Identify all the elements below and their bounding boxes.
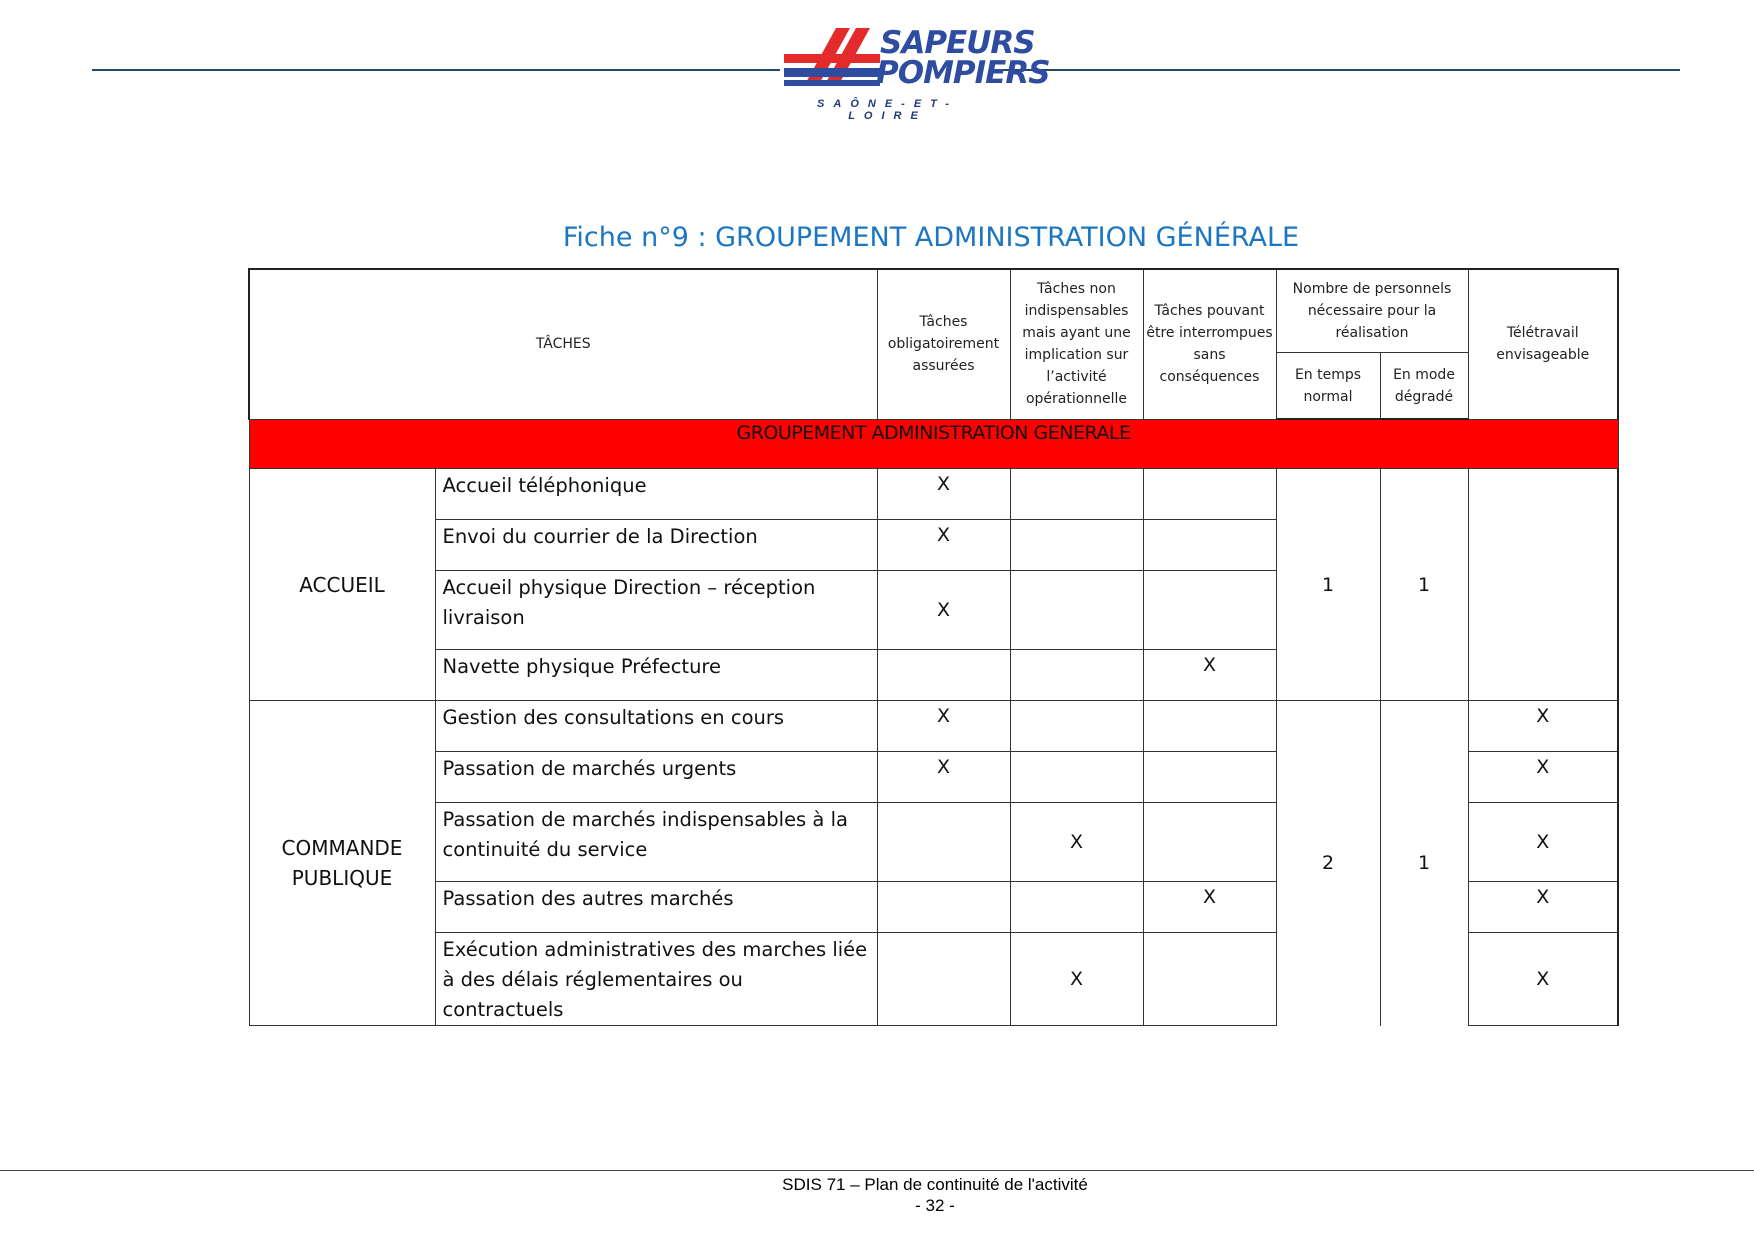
table-row [249,701,1618,752]
count-mode-degrade: 1 [1380,701,1468,1026]
group-label-text: COMMANDE PUBLIQUE [281,836,403,890]
mark-non-indispensable: X [1010,803,1143,882]
mark-obligatoire: X [877,520,1010,571]
table-row [249,469,1618,520]
footer-document-name: SDIS 71 – Plan de continuité de l'activité [782,1175,1088,1194]
mark-interrompue [1143,520,1276,571]
task-cell: Gestion des consultations en cours [435,701,877,752]
mark-obligatoire: X [877,571,1010,650]
mark-interrompue [1143,701,1276,752]
task-cell: Passation de marchés urgents [435,752,877,803]
mark-interrompue [1143,752,1276,803]
task-cell: Accueil physique Direction – réception livraison [435,571,877,650]
group-label [249,701,435,1026]
mark-non-indispensable [1010,571,1143,650]
mark-non-indispensable [1010,752,1143,803]
mark-teletravail: X [1468,933,1618,1026]
count-temps-normal: 2 [1276,701,1380,1026]
footer-page-number: - 32 - [915,1196,955,1215]
logo-stripes-icon [784,28,884,96]
count-temps-normal: 1 [1276,469,1380,701]
mark-non-indispensable [1010,650,1143,701]
header-temps-normal: En temps normal [1276,353,1380,420]
mark-teletravail: X [1468,882,1618,933]
logo-word-pompiers: POMPIERS [876,55,1050,91]
mark-obligatoire [877,803,1010,882]
task-cell: Passation des autres marchés [435,882,877,933]
page-title: Fiche n°9 : GROUPEMENT ADMINISTRATION GÉNÉRALE [562,222,1300,253]
task-cell: Navette physique Préfecture [435,650,877,701]
footer-rule [0,1170,1754,1171]
group-label: ACCUEIL [249,469,435,701]
mark-obligatoire: X [877,469,1010,520]
count-mode-degrade: 1 [1380,469,1468,701]
mark-obligatoire: X [877,701,1010,752]
mark-interrompue: X [1143,650,1276,701]
tasks-table [248,268,1619,1026]
mark-obligatoire: X [877,752,1010,803]
header-obligatoires: Tâches obligatoirement assurées [877,269,1010,419]
task-cell: Envoi du courrier de la Direction [435,520,877,571]
mark-teletravail [1468,469,1618,701]
mark-obligatoire [877,933,1010,1026]
header-mode-degrade: En mode dégradé [1380,353,1468,420]
header-rule-right [995,69,1680,71]
header-non-indispensables: Tâches non indispensables mais ayant une implication sur l’activité opérationnelle [1010,269,1143,419]
header-teletravail: Télétravail envisageable [1468,269,1618,419]
mark-teletravail: X [1468,752,1618,803]
mark-interrompue [1143,469,1276,520]
mark-teletravail: X [1468,701,1618,752]
task-cell: Exécution administratives des marches liée à des délais réglementaires ou contractuels [435,933,877,1026]
logo-word-sapeurs: SAPEURS [880,25,1035,61]
mark-interrompue [1143,933,1276,1026]
section-band: GROUPEMENT ADMINISTRATION GENERALE [249,419,1618,469]
mark-obligatoire [877,650,1010,701]
mark-non-indispensable [1010,520,1143,571]
mark-non-indispensable [1010,469,1143,520]
logo-subtitle: SAÔNE-ET-LOIRE [817,98,958,122]
mark-interrompue [1143,571,1276,650]
header-rule-left [92,69,780,71]
header-taches: TÂCHES [249,269,877,419]
mark-obligatoire [877,882,1010,933]
header-nombre-personnels: Nombre de personnels nécessaire pour la réalisation [1276,269,1468,353]
sapeurs-pompiers-logo [780,25,1050,122]
mark-interrompue: X [1143,882,1276,933]
header-interrompues: Tâches pouvant être interrompues sans conséquences [1143,269,1276,419]
task-cell: Accueil téléphonique [435,469,877,520]
mark-teletravail: X [1468,803,1618,882]
mark-non-indispensable: X [1010,933,1143,1026]
task-cell: Passation de marchés indispensables à la continuité du service [435,803,877,882]
mark-non-indispensable [1010,701,1143,752]
mark-non-indispensable [1010,882,1143,933]
mark-interrompue [1143,803,1276,882]
